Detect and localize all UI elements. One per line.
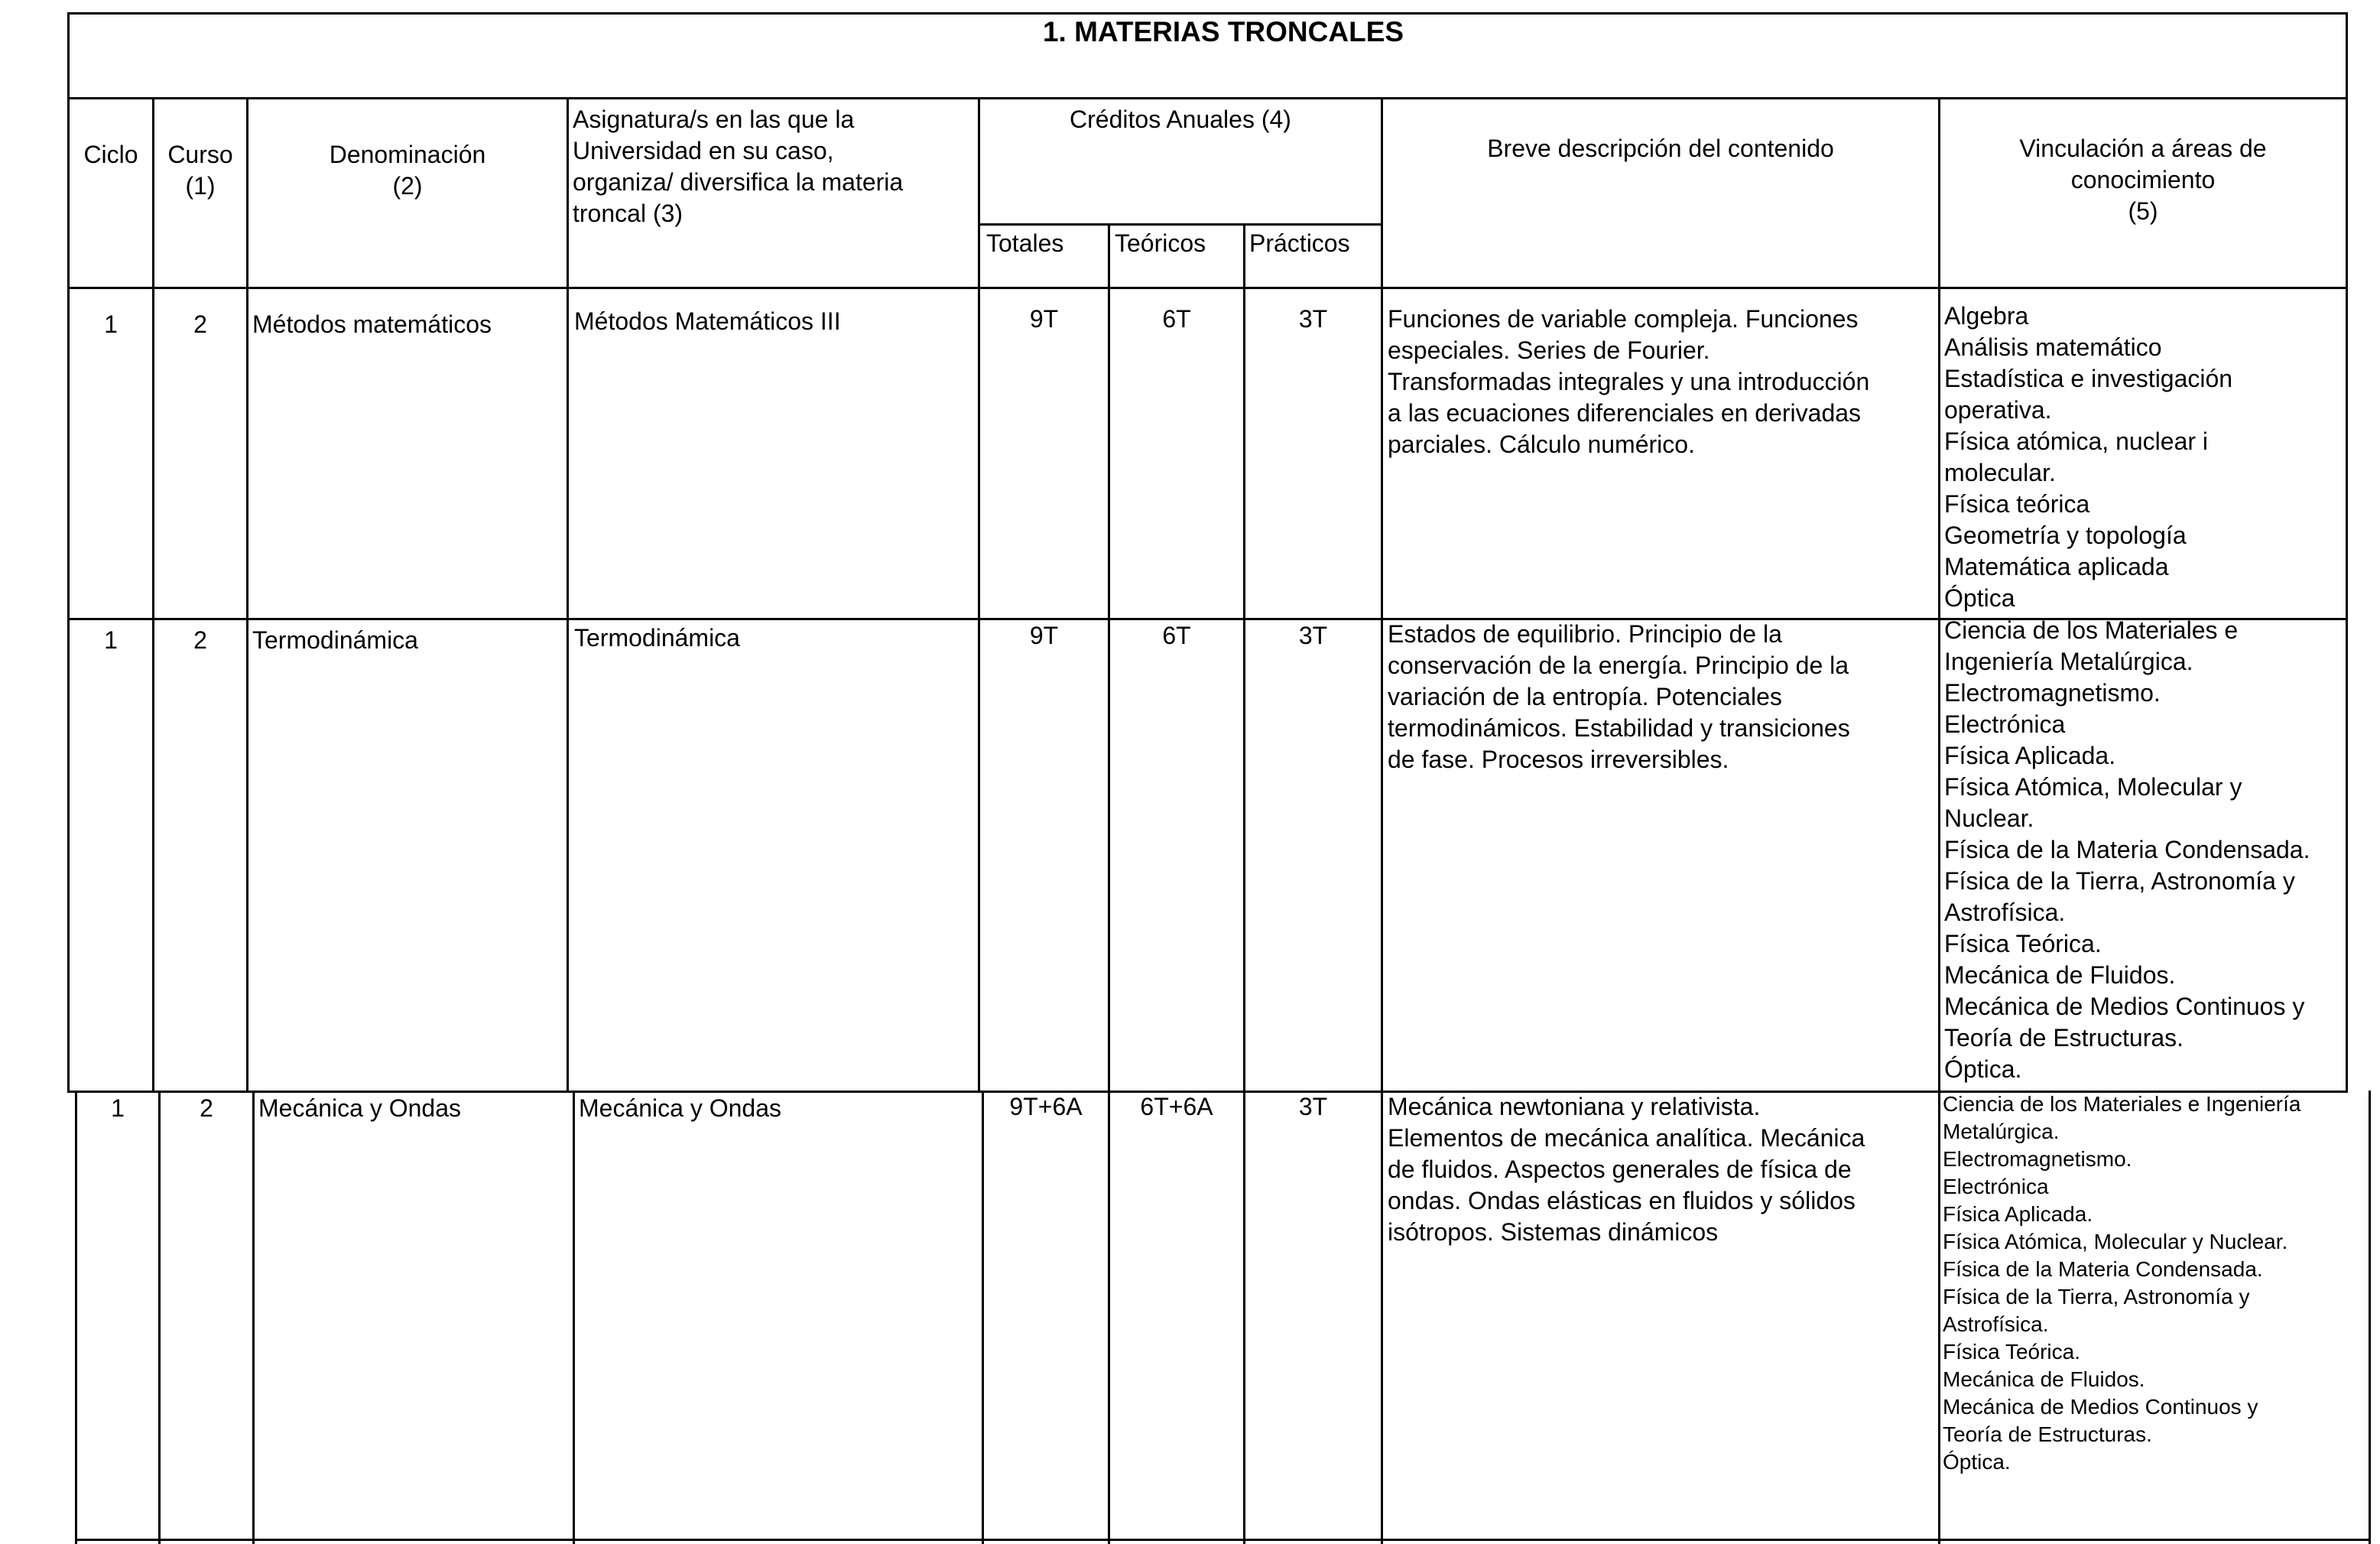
header-ciclo: Ciclo xyxy=(83,141,138,168)
rule xyxy=(67,12,70,1093)
row-teoricos: 6T xyxy=(1162,305,1191,333)
row-descripcion: Estados de equilibrio. Principio de la conservación de la energía. Principio de la variación de la entropía. Potenciales termodinámicos. Estabilidad y transiciones de fase. Procesos irreversibles. xyxy=(1388,620,1850,773)
rule xyxy=(1243,1091,1245,1544)
rule xyxy=(1938,1091,1940,1544)
header-creditos: Créditos Anuales (4) xyxy=(1070,106,1291,133)
rule xyxy=(252,1091,255,1544)
rule xyxy=(1108,223,1110,1093)
row-denominacion: Mecánica y Ondas xyxy=(258,1094,462,1122)
header-denominacion: Denominación (2) xyxy=(329,141,486,200)
rule xyxy=(1243,223,1245,1093)
rule xyxy=(75,1539,2371,1541)
rule xyxy=(979,223,1383,226)
header-descripcion: Breve descripción del contenido xyxy=(1487,135,1834,162)
row-descripcion: Funciones de variable compleja. Funciones especiales. Series de Fourier. Transformadas integrales y una introducción a las ecuaciones diferenciales en derivadas parciales. Cálculo numérico. xyxy=(1388,305,1870,458)
rule xyxy=(1381,97,1383,1093)
row-curso: 2 xyxy=(193,310,207,338)
row-asignatura: Termodinámica xyxy=(574,624,740,652)
rule xyxy=(1108,1091,1110,1544)
header-practicos: Prácticos xyxy=(1249,229,1350,257)
row-ciclo: 1 xyxy=(104,310,118,338)
row-asignatura: Mecánica y Ondas xyxy=(579,1094,782,1122)
header-curso: Curso (1) xyxy=(167,141,233,200)
row-totales: 9T xyxy=(1029,305,1059,333)
row-denominacion: Termodinámica xyxy=(252,626,418,654)
header-vinculacion: Vinculación a áreas de conocimiento (5) xyxy=(2019,135,2267,225)
rule xyxy=(67,97,2348,99)
header-teoricos: Teóricos xyxy=(1115,229,1206,257)
header-totales: Totales xyxy=(986,229,1064,257)
row-denominacion: Métodos matemáticos xyxy=(252,310,492,338)
row-curso: 2 xyxy=(193,626,207,654)
rule xyxy=(1381,1091,1383,1544)
page-title: 1. MATERIAS TRONCALES xyxy=(1042,16,1404,47)
row-teoricos: 6T+6A xyxy=(1140,1093,1213,1120)
row-descripcion: Mecánica newtoniana y relativista. Elementos de mecánica analítica. Mecánica de fluidos. Aspectos generales de física de ondas. Ondas elásticas en fluidos y sólidos isótropos. Sistemas dinámicos xyxy=(1388,1093,1865,1246)
rule xyxy=(2369,1091,2371,1544)
row-vinculacion: Algebra Análisis matemático Estadística e investigación operativa. Física atómica, nuclear i molecular. Física teórica Geometría y topología Matemática aplicada Óptica xyxy=(1944,302,2233,612)
row-practicos: 3T xyxy=(1298,305,1328,333)
rule xyxy=(2346,12,2348,1093)
row-teoricos: 6T xyxy=(1162,622,1191,649)
row-totales: 9T xyxy=(1029,622,1059,649)
rule xyxy=(152,97,154,1093)
row-practicos: 3T xyxy=(1298,1093,1328,1120)
rule xyxy=(75,1091,77,1544)
rule xyxy=(567,97,569,1093)
rule xyxy=(246,97,248,1093)
row-curso: 2 xyxy=(200,1094,213,1122)
rule xyxy=(67,12,2348,15)
row-ciclo: 1 xyxy=(104,626,118,654)
row-practicos: 3T xyxy=(1298,622,1328,649)
rule xyxy=(67,287,2348,289)
rule xyxy=(1938,97,1940,1093)
rule xyxy=(573,1091,575,1544)
row-vinculacion: Ciencia de los Materiales e Ingeniería Metalúrgica. Electromagnetismo. Electrónica Física Aplicada. Física Atómica, Molecular y Nuclear. Física de la Materia Condensada. Física de la Tierra, Astronomía y Astrofísica. Física Teórica. Mecánica de Fluidos. Mecánica de Medios Continuos y Teoría de Estructuras. Óptica. xyxy=(1943,1092,2301,1474)
row-ciclo: 1 xyxy=(111,1094,125,1122)
row-totales: 9T+6A xyxy=(1009,1093,1083,1120)
header-asignatura: Asignatura/s en las que la Universidad en su caso, organiza/ diversifica la materia troncal (3) xyxy=(573,106,904,227)
rule xyxy=(978,97,980,1093)
row-asignatura: Métodos Matemáticos III xyxy=(574,307,841,335)
rule xyxy=(158,1091,161,1544)
rule xyxy=(982,1091,984,1544)
row-vinculacion: Ciencia de los Materiales e Ingeniería Metalúrgica. Electromagnetismo. Electrónica Física Aplicada. Física Atómica, Molecular y Nuclear. Física de la Materia Condensada. Física de la Tierra, Astronomía y Astrofísica. Física Teórica. Mecánica de Fluidos. Mecánica de Medios Continuos y Teoría de Estructuras. Óptica. xyxy=(1944,616,2310,1083)
